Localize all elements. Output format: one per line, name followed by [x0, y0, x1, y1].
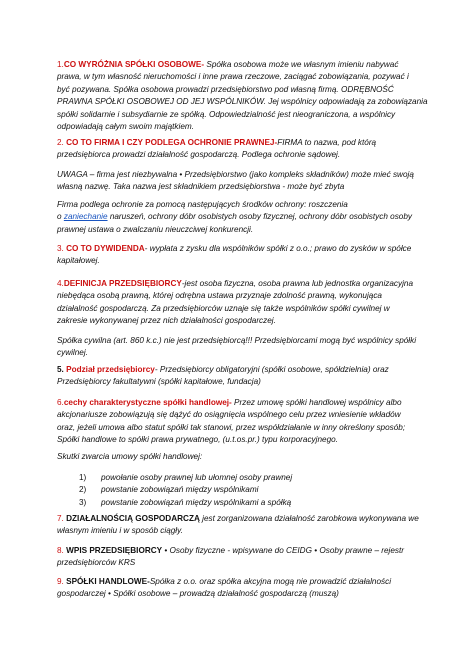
section-8-heading: WPIS PRZEDSIĘBIORCY: [66, 546, 163, 555]
section-8-text: • Osoby fizyczne - wpisywane do CEIDG • Osoby prawne – rejestr: [162, 546, 405, 555]
section-6-number: 6.: [57, 398, 64, 407]
firma-text: naruszeń, ochrony dóbr osobistych osoby fizycznej, ochrony dóbr osobistych osoby: [107, 212, 413, 222]
list-item-text: powołanie osoby prawnej lub ułomnej osoby prawnej: [101, 473, 293, 482]
section-6-text: Spółki handlowe to spółki prawa prywatnego, (u.t.os.pr.) typu korporacyjnego.: [57, 435, 338, 445]
section-1-text: Spółka osobowa może we własnym imieniu nabywać: [204, 60, 399, 69]
section-7-text: własnym imieniu i w sposób ciągły.: [57, 526, 183, 536]
section-5-text: - Przedsiębiorcy obligatoryjni (spółki osobowe, spółdzielnia) oraz: [154, 365, 389, 374]
list-item: [79, 472, 439, 484]
section-9-heading: SPÓŁKI HANDLOWE-: [66, 577, 150, 586]
section-5-number: 5.: [57, 365, 64, 374]
section-9-text: Spółka z o.o. oraz spółka akcyjna mogą nie prowadzić działalności: [149, 577, 392, 586]
cywilna-text: Spółka cywilna (art. 860 k.c.) nie jest przedsiębiorcą!!! Przedsiębiorcami mogą być wspólnicy spółki: [57, 336, 417, 345]
section-1-text: PRAWNA SPÓŁKI OSOBOWEJ OD JEJ WSPÓLNIKÓW. Jej wspólnicy odpowiadają za zobowiązania: [57, 97, 428, 107]
section-3-number: 3.: [57, 244, 64, 253]
section-2: [57, 137, 417, 162]
cywilna-text: cywilnej.: [57, 348, 88, 358]
section-8: [57, 545, 417, 570]
section-9: [57, 576, 417, 601]
section-3-text: - wypłata z zysku dla wspólników spółki z o.o.; prawo do zysków w spółce: [144, 244, 412, 253]
section-3-text: kapitałowej.: [57, 256, 100, 266]
section-5-heading: Podział przedsiębiorcy: [66, 365, 155, 374]
section-9-number: 9.: [57, 577, 64, 586]
section-4-text: -jest osoba fizyczna, osoba prawna lub jednostka organizacyjna: [181, 279, 414, 288]
section-3-heading: CO TO DYWIDENDA: [66, 244, 145, 253]
section-4-text: działalność gospodarczą. Za przedsiębiorców uznaje się także wspólników spółki cywilnej w: [57, 303, 390, 313]
section-6: [57, 397, 417, 447]
skutki-text: Skutki zwarcia umowy spółki handlowej:: [57, 452, 203, 461]
section-1-number: 1.: [57, 60, 64, 69]
section-2-text: FIRMA to nazwa, pod którą: [277, 138, 377, 147]
section-1-text: spółki solidarnie i subsydiarnie ze spółką. Odpowiedzialność jest nieograniczona, a wspólnicy: [57, 109, 396, 119]
section-6-heading: cechy charakterystyczne spółki handlowej-: [63, 398, 232, 407]
section-2-text: przedsiębiorca prowadzi działalność gospodarczą. Podlega ochronie sądowej.: [57, 150, 341, 160]
section-2-heading: CO TO FIRMA I CZY PODLEGA OCHRONIE PRAWNEJ-: [66, 138, 278, 147]
spolka-cywilna-note: [57, 335, 417, 360]
section-4-text: niebędąca osobą prawną, której odrębna ustawa przyznaje zdolność prawną, wykonująca: [57, 291, 382, 301]
section-8-text: przedsiębiorców KRS: [57, 558, 136, 568]
list-item-number: 3): [79, 497, 87, 507]
firma-protection: [57, 199, 417, 236]
section-7: [57, 513, 417, 538]
list-item: [79, 497, 439, 509]
list-item-number: 2): [79, 485, 87, 495]
section-4-text: zakresie wykonywanej przez nich działalności gospodarczej.: [57, 316, 276, 326]
note-text: UWAGA – firma jest niezbywalna • Przedsiębiorstwo (jako kompleks składników) może mieć swoją: [57, 170, 414, 179]
section-6-text: akcjonariusze zobowiązują się dążyć do osiągnięcia wspólnego celu przez wniesienie wkładów: [57, 410, 401, 420]
section-3: [57, 243, 417, 268]
section-1-heading: CO WYRÓŻNIA SPÓŁKI OSOBOWE-: [63, 60, 205, 69]
list-item-text: powstanie zobowiązań między wspólnikami a spółką: [101, 497, 292, 507]
section-1-text: prawa, w tym własność nieruchomości i inne prawa rzeczowe, zaciągać zobowiązania, pozywać i: [57, 72, 409, 82]
firma-text: o: [57, 212, 64, 222]
section-4-heading: DEFINICJA PRZEDSIĘBIORCY: [63, 279, 182, 288]
list-item: [79, 484, 439, 496]
section-5-text: Przedsiębiorcy fakultatywni (spółki kapitałowe, fundacja): [57, 377, 261, 387]
section-6-text: oraz, jeżeli umowa albo statut spółki tak stanowi, przez współdziałanie w inny określony sposób;: [57, 422, 406, 432]
section-9-text: gospodarczej • Spółki osobowe – prowadzą działalność gospodarczą (muszą): [57, 589, 339, 599]
section-6-text: Przez umowę spółki handlowej wspólnicy albo: [231, 398, 402, 407]
skutki-intro: [57, 451, 417, 463]
list-item-number: 1): [79, 473, 87, 482]
section-1-text: być pozywana. Spółka osobowa prowadzi przedsiębiorstwo pod własną firmą. ODRĘBNOŚĆ: [57, 84, 394, 94]
section-7-text: jest zorganizowana działalność zarobkowa wykonywana we: [199, 514, 419, 523]
section-5: [57, 364, 417, 389]
section-7-number: 7.: [57, 514, 64, 523]
section-1: [57, 59, 428, 133]
firma-text: prawnej ustawa o zwalczaniu nieuczciwej konkurencji.: [57, 224, 254, 234]
section-2-number: 2.: [57, 138, 64, 147]
section-1-text: odpowiadają całym swoim majątkiem.: [57, 122, 194, 132]
skutki-list: [57, 472, 439, 509]
note-text: własną nazwę. Taka nazwa jest składnikiem przedsiębiorstwa - może być zbyta: [57, 182, 345, 192]
section-7-heading: DZIAŁALNOŚCIĄ GOSPODARCZĄ: [66, 514, 200, 523]
zaniechanie-link[interactable]: zaniechanie: [63, 212, 108, 222]
firma-text: Firma podlega ochronie za pomocą następujących środków ochrony: roszczenia: [57, 200, 348, 209]
section-4-number: 4.: [57, 279, 64, 288]
section-4: [57, 278, 417, 328]
section-8-number: 8.: [57, 546, 64, 555]
list-item-text: powstanie zobowiązań między wspólnikami: [101, 485, 259, 495]
note-uwaga: [57, 169, 417, 194]
